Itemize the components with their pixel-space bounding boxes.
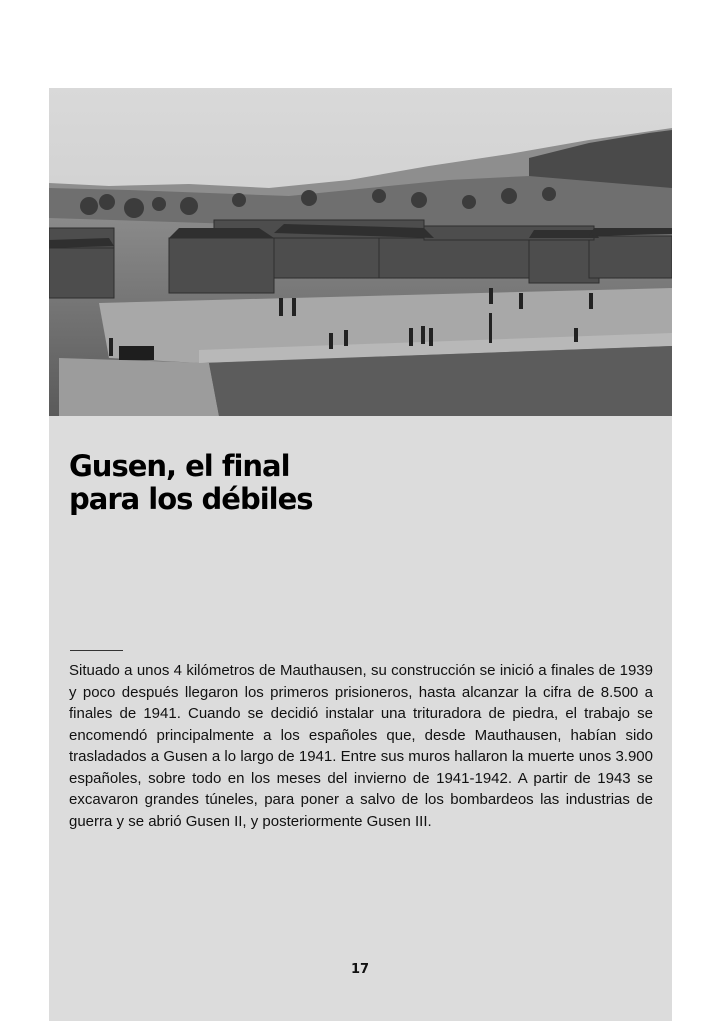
- article-title: [69, 450, 629, 516]
- camp-barracks-photo: [49, 88, 672, 416]
- page-number: 17: [350, 962, 370, 977]
- article-body: Situado a unos 4 kilómetros de Mauthausen, su construcción se inició a finales de 1939 y poco después llegaron los primeros prisioneros, hasta alcanzar la cifra de 8.500 a finales de 1941. Cuando se decidió instalar una trituradora de piedra, el trabajo se encomendó principalmente a los españoles que, desde Mauthausen, habían sido trasladados a Gusen a lo largo de 1941. Entre sus muros hallaron la muerte unos 3.900 españoles, sobre todo en los meses del invierno de 1941-1942. A partir de 1943 se excavaron grandes túneles, para poner a salvo de los bombardeos las industrias de guerra y se abrió Gusen II, y posteriormente Gusen III.: [69, 662, 653, 830]
- article-title-line-2: para los débiles: [69, 482, 313, 516]
- section-divider: [70, 650, 123, 651]
- article-title-line-1: Gusen, el final: [69, 449, 290, 483]
